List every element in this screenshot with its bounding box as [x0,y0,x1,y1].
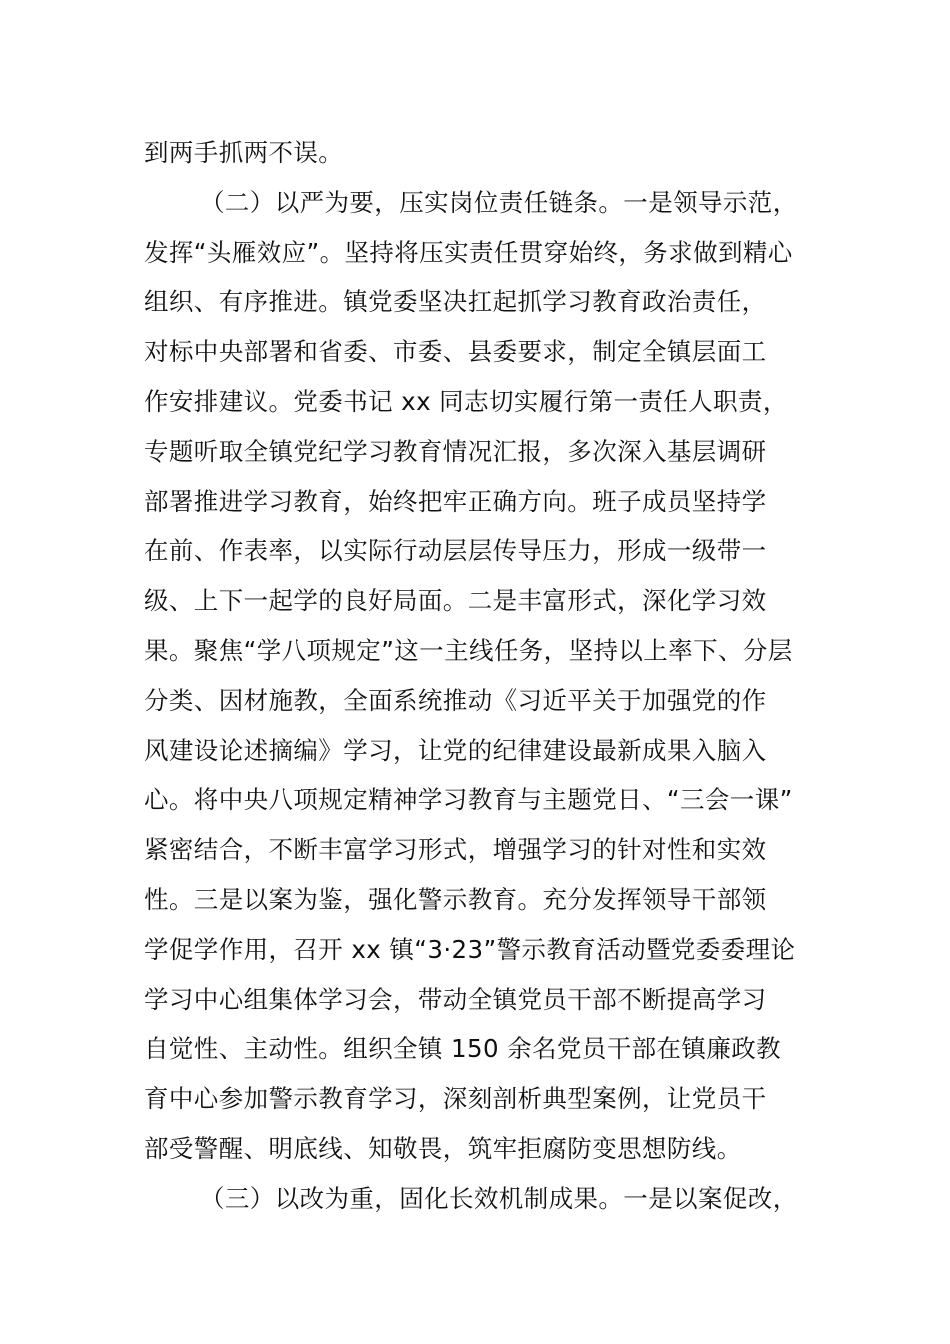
text-line-16: 性。三是以案为鉴，强化警示教育。充分发挥领导干部领 [144,884,767,914]
text-line-10: 级、上下一起学的良好局面。二是丰富形式，深化学习效 [144,586,767,616]
text-line-20: 育中心参加警示教育学习，深刻剖析典型案例，让党员干 [144,1084,767,1114]
text-line-13: 风建设论述摘编》学习，让党的纪律建设最新成果入脑入 [144,735,767,765]
text-line-17: 学促学作用，召开 xx 镇“3·23”警示教育活动暨党委委理论 [144,934,796,964]
text-line-18: 学习中心组集体学习会，带动全镇党员干部不断提高学习 [144,984,767,1014]
text-line-19: 自觉性、主动性。组织全镇 150 余名党员干部在镇廉政教 [144,1034,782,1064]
text-line-1: 到两手抓两不误。 [144,138,344,167]
text-line-6: 作安排建议。党委书记 xx 同志切实履行第一责任人职责， [144,386,788,416]
text-line-7: 专题听取全镇党纪学习教育情况汇报，多次深入基层调研 [144,436,767,466]
paragraph-heading-2: （二）以严为要，压实岗位责任链条。一是领导示范， [200,187,798,217]
text-line-21: 部受警醒、明底线、知敬畏，筑牢拒腐防变思想防线。 [144,1133,742,1163]
text-line-3: 发挥“头雁效应”。坚持将压实责任贯穿始终，务求做到精心 [144,237,793,267]
text-line-12: 分类、因材施教，全面系统推动《习近平关于加强党的作 [144,685,767,715]
text-line-9: 在前、作表率，以实际行动层层传导压力，形成一级带一 [144,536,767,566]
text-line-4: 组织、有序推进。镇党委坚决扛起抓学习教育政治责任， [144,287,767,317]
text-line-11: 果。聚焦“学八项规定”这一主线任务，坚持以上率下、分层 [144,635,793,665]
paragraph-heading-3: （三）以改为重，固化长效机制成果。一是以案促改， [200,1183,798,1213]
text-line-5: 对标中央部署和省委、市委、县委要求，制定全镇层面工 [144,337,767,367]
text-line-15: 紧密结合，不断丰富学习形式，增强学习的针对性和实效 [144,835,767,865]
text-line-8: 部署推进学习教育，始终把牢正确方向。班子成员坚持学 [144,486,767,516]
text-line-14: 心。将中央八项规定精神学习教育与主题党日、“三会一课” [144,785,793,815]
body-text [144,128,844,1224]
